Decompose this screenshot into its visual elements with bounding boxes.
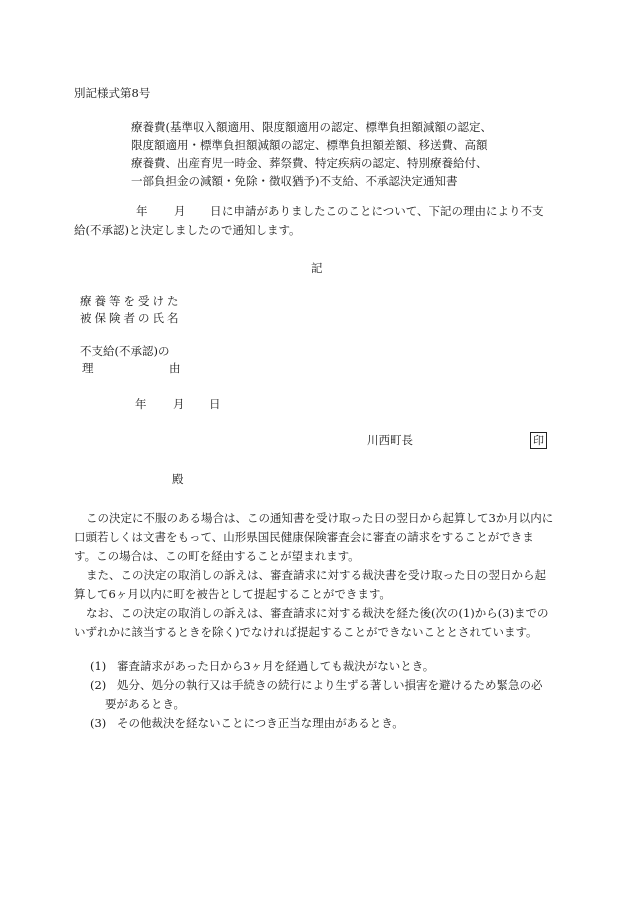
notice-paragraph-2: また、この決定の取消しの訴えは、審査請求に対する裁決書を受け取った日の翌日から起算して6ヶ月以内に町を被告として提起することができます。 bbox=[74, 568, 546, 601]
intro-day: 日 bbox=[210, 204, 222, 218]
issue-month: 月 bbox=[173, 397, 185, 411]
item-text-continued: 要があるとき。 bbox=[105, 697, 186, 711]
insured-name-label-line: 被保険者の氏名 bbox=[80, 311, 182, 325]
intro-month: 月 bbox=[174, 204, 186, 218]
item-number: (3) bbox=[90, 716, 107, 730]
reason-label-char: 由 bbox=[169, 361, 181, 375]
notice-paragraph-1: この決定に不服のある場合は、この通知書を受け取った日の翌日から起算して3か月以内に口頭若しくは文書をもって、山形県国民健康保険審査会に審査の請求をすることができます。この場合は、この町を経由することが望まれます。 bbox=[74, 511, 554, 563]
item-number: (1) bbox=[90, 659, 107, 673]
item-text: 処分、処分の執行又は手続きの続行により生ずる著しい損害を避けるため緊急の必 bbox=[117, 678, 543, 692]
issue-day: 日 bbox=[209, 397, 221, 411]
title-line: 療養費(基準収入額適用、限度額適用の認定、標準負担額減額の認定、 bbox=[131, 120, 492, 134]
title-line: 療養費、出産育児一時金、葬祭費、特定疾病の認定、特別療養給付、 bbox=[131, 156, 488, 170]
intro-line1-rest: に申請がありましたこのことについて、下記の理由により不支 bbox=[222, 204, 544, 218]
reason-label-line: 不支給(不承認)の bbox=[80, 344, 170, 358]
reason-label-char: 理 bbox=[82, 361, 94, 375]
insured-name-label-line: 療養等を受けた bbox=[80, 294, 182, 308]
item-text: 審査請求があった日から3ヶ月を経過しても裁決がないとき。 bbox=[117, 659, 435, 673]
title-line: 限度額適用・標準負担額減額の認定、標準負担額差額、移送費、高額 bbox=[131, 138, 488, 152]
form-number: 別記様式第8号 bbox=[74, 86, 151, 100]
intro-line2: 給(不承認)と決定しましたので通知します。 bbox=[74, 223, 301, 237]
title-line: 一部負担金の減額・免除・徴収猶予)不支給、不承認決定通知書 bbox=[131, 174, 458, 188]
ki-heading: 記 bbox=[311, 261, 323, 275]
seal-mark: 印 bbox=[530, 432, 547, 449]
item-number: (2) bbox=[90, 678, 107, 692]
issuer-name: 川西町長 bbox=[367, 433, 413, 447]
notice-body bbox=[74, 509, 554, 642]
issue-year: 年 bbox=[135, 397, 147, 411]
intro-year: 年 bbox=[136, 204, 148, 218]
addressee-suffix: 殿 bbox=[172, 472, 184, 486]
item-text: その他裁決を経ないことにつき正当な理由があるとき。 bbox=[117, 716, 404, 730]
notice-paragraph-3: なお、この決定の取消しの訴えは、審査請求に対する裁決を経た後(次の(1)から(3)までのいずれかに該当するときを除く)でなければ提起することができないこととされています。 bbox=[74, 606, 549, 639]
